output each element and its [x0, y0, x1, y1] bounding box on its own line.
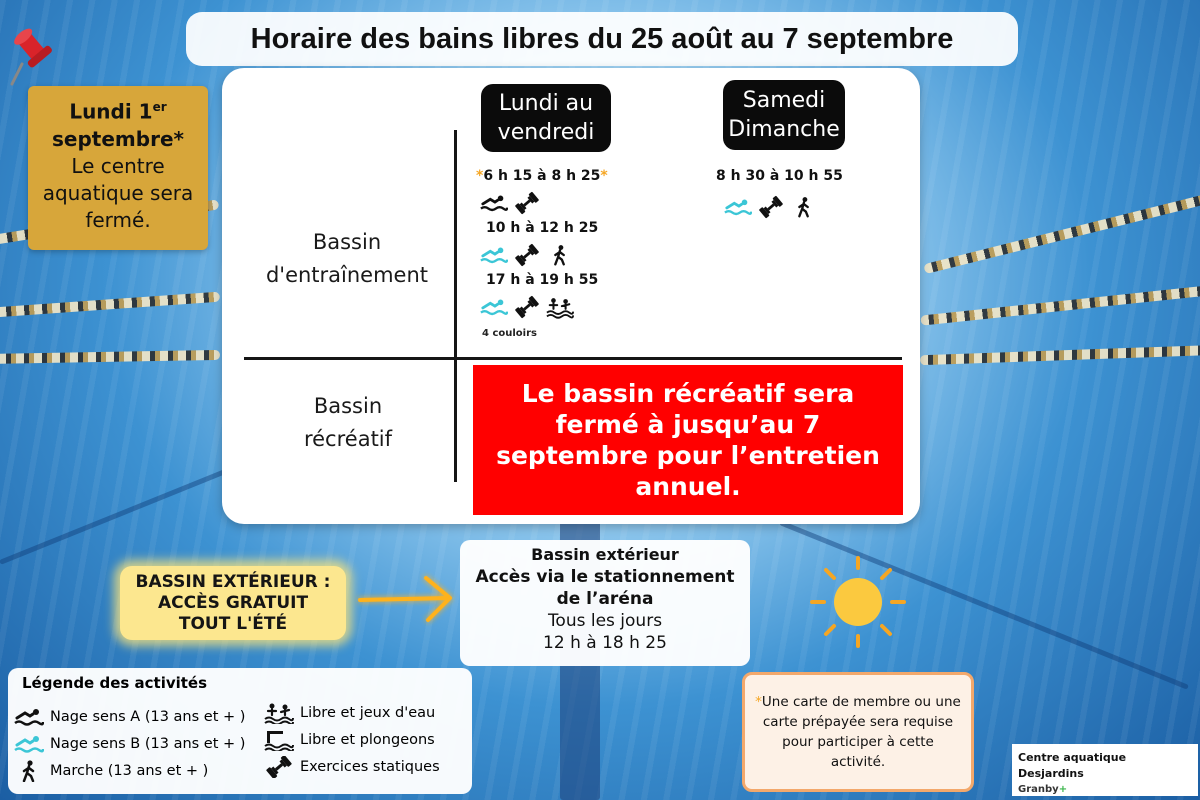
walking-icon: [790, 195, 818, 219]
legend-item-label: Libre et jeux d'eau: [300, 705, 436, 721]
legend-item-swim-b: [14, 733, 245, 755]
row-label-recreational: [268, 390, 428, 456]
lane-rope-left-2: [0, 292, 220, 319]
weekday-slot-2-icons: [480, 242, 574, 268]
brand-city-mark: +: [1058, 784, 1068, 795]
legend-item-walk: [14, 760, 208, 782]
row-label-recreational-line1: Bassin: [313, 394, 383, 418]
column-header-weekend-line2: Dimanche: [728, 117, 840, 142]
walking-icon: [14, 760, 44, 782]
schedule-divider-horizontal: [244, 357, 902, 360]
recreational-closed-text: Le bassin récréatif sera fermé à jusqu’au 7 septembre pour l’entretien annuel.: [496, 379, 880, 501]
weekday-slot-1-icons: [480, 190, 541, 216]
page-title: Horaire des bains libres du 25 août au 7 septembre: [186, 12, 1018, 66]
outdoor-access-line2: de l’aréna: [556, 589, 654, 609]
legend-item-swim-a: [14, 706, 245, 728]
swim-direction-a-icon: [14, 706, 44, 728]
outdoor-pool-info: [460, 540, 750, 666]
walking-icon: [546, 243, 574, 267]
recreational-closed-notice: [473, 365, 903, 515]
legend-item-water-play: [264, 702, 435, 724]
legend-item-label: Libre et plongeons: [300, 732, 435, 748]
legend-item-diving: [264, 729, 435, 751]
legend-item-label: Marche (13 ans et + ): [50, 763, 209, 779]
legend-item-label: Exercices statiques: [300, 759, 440, 775]
weekday-slot-3-icons: [480, 294, 574, 320]
diving-board-icon: [264, 729, 294, 751]
weekday-slot-1-time: *6 h 15 à 8 h 25*: [476, 168, 608, 184]
holiday-message: Le centre aquatique sera fermé.: [42, 153, 194, 232]
asterisk-before: *: [476, 168, 484, 184]
lane-rope-right-3: [920, 345, 1200, 365]
weekday-slot-3-time: 17 h à 19 h 55: [486, 272, 599, 288]
swim-direction-a-icon: [480, 191, 508, 215]
water-play-icon: [264, 702, 294, 724]
holiday-day-end: septembre*: [52, 126, 184, 151]
water-play-icon: [546, 295, 574, 319]
dumbbell-icon: [513, 243, 541, 267]
weekday-slot-3-note: 4 couloirs: [482, 328, 537, 339]
column-header-weekday-line2: vendredi: [497, 120, 595, 145]
dumbbell-icon: [513, 191, 541, 215]
swim-direction-b-icon: [480, 295, 508, 319]
outdoor-tag-line3: TOUT L'ÉTÉ: [178, 613, 288, 634]
row-label-recreational-line2: récréatif: [303, 427, 393, 451]
legend-title: Légende des activités: [22, 674, 208, 692]
brand-name: Centre aquatique Desjardins: [1018, 751, 1127, 780]
column-header-weekday: [481, 84, 611, 152]
swim-direction-b-icon: [724, 195, 752, 219]
dumbbell-icon: [513, 295, 541, 319]
dumbbell-icon: [757, 195, 785, 219]
outdoor-title: Bassin extérieur: [531, 545, 679, 564]
outdoor-tag-line2: ACCÈS GRATUIT: [157, 592, 309, 613]
swim-direction-b-icon: [480, 243, 508, 267]
column-header-weekend-line1: Samedi: [742, 88, 826, 113]
outdoor-days: Tous les jours: [547, 611, 663, 631]
pushpin-icon: [6, 24, 62, 90]
column-header-weekday-line1: Lundi au: [498, 91, 594, 116]
lane-rope-right-2: [920, 284, 1200, 325]
member-note-text: Une carte de membre ou une carte prépayée sera requise pour participer à cette activité.: [761, 694, 961, 770]
legend-item-label: Nage sens B (13 ans et + ): [50, 736, 246, 752]
lane-rope-right-1: [923, 192, 1200, 274]
holiday-closure-note: [28, 86, 208, 250]
brand-logo: [1012, 744, 1198, 796]
weekday-slot-2-time: 10 h à 12 h 25: [486, 220, 599, 236]
holiday-day-sup: er: [152, 100, 167, 114]
arrow-right-icon: [352, 568, 460, 628]
row-label-training-line2: d'entraînement: [265, 263, 429, 287]
holiday-day: Lundi 1: [69, 99, 153, 124]
legend-item-label: Nage sens A (13 ans et + ): [50, 709, 246, 725]
outdoor-access-line1: Accès via le stationnement: [475, 567, 735, 587]
outdoor-hours: 12 h à 18 h 25: [543, 633, 667, 653]
lane-rope-left-3: [0, 350, 220, 364]
outdoor-free-access-tag: [120, 566, 346, 640]
sun-icon: [796, 548, 920, 660]
weekend-slot-1-icons: [724, 194, 818, 220]
weekend-slot-1-time: 8 h 30 à 10 h 55: [716, 168, 843, 184]
schedule-divider-vertical: [454, 130, 457, 482]
swim-direction-b-icon: [14, 733, 44, 755]
membership-card-note: [742, 672, 974, 792]
asterisk-after: *: [600, 168, 608, 184]
column-header-weekend: [723, 80, 845, 150]
row-label-training-line1: Bassin: [312, 230, 382, 254]
brand-city: Granby: [1018, 784, 1059, 795]
member-note-asterisk: *: [755, 694, 762, 710]
legend-item-static: [264, 756, 440, 778]
outdoor-tag-line1: BASSIN EXTÉRIEUR :: [135, 571, 331, 592]
row-label-training: [248, 226, 446, 292]
dumbbell-icon: [264, 756, 294, 778]
